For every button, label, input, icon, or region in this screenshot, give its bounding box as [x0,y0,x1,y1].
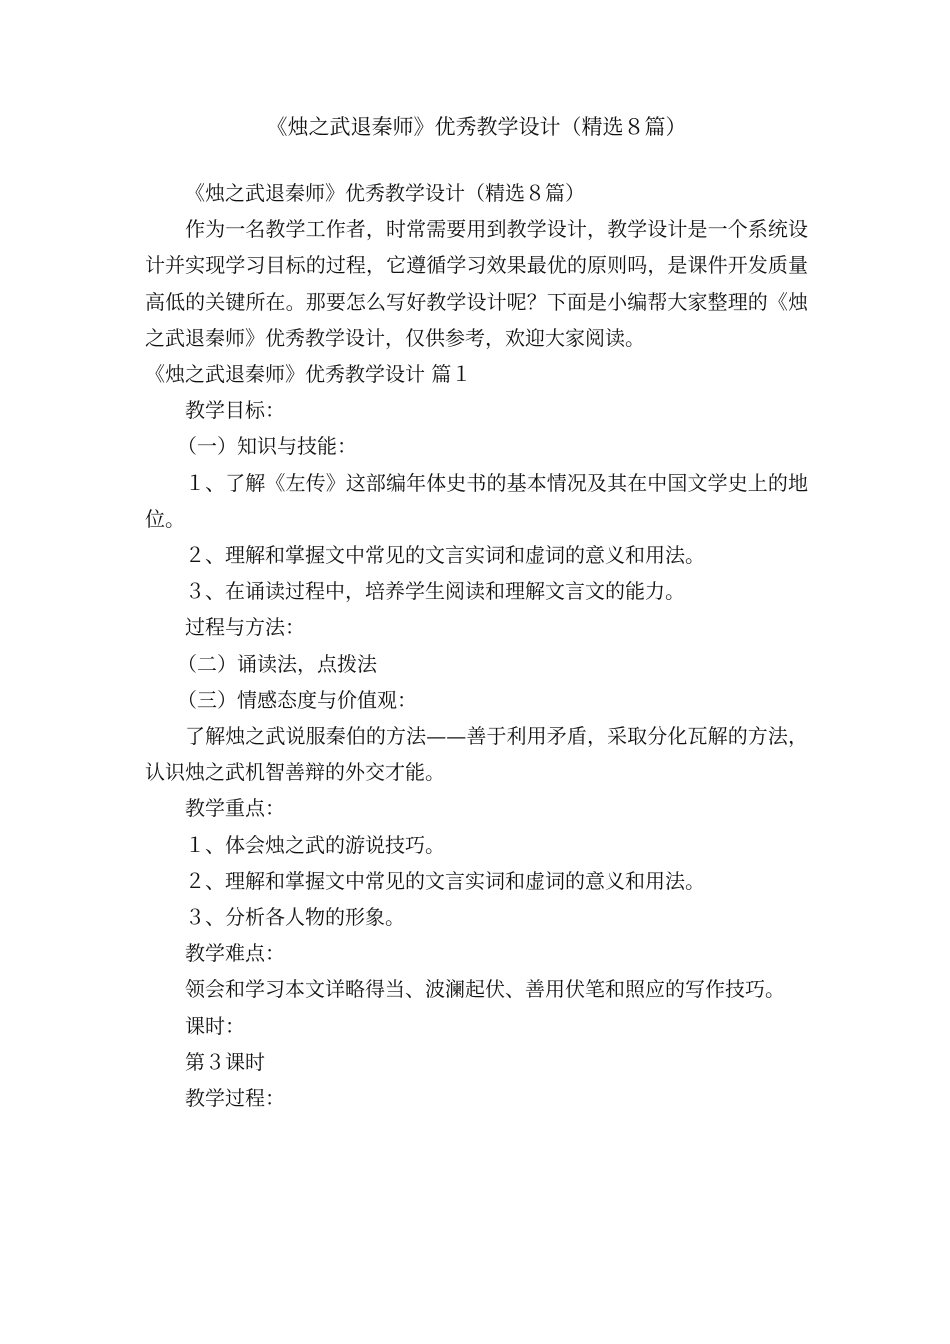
paragraph: 教学重点： [185,796,285,821]
paragraph: 教学过程： [185,1086,285,1111]
paragraph: 第３课时 [185,1049,265,1074]
document-page [145,105,808,1116]
paragraph: （三）情感态度与价值观： [177,687,417,712]
paragraph: 课时： [185,1013,245,1038]
paragraph: 作为一名教学工作者，时常需要用到教学设计，教学设计是一个系统设计并实现学习目标的过程，它遵循学习效果最优的原则吗，是课件开发质量高低的关键所在。那要怎么写好教学设计呢？下面是小编帮大家整理的《烛之武退秦师》优秀教学设计，仅供参考，欢迎大家阅读。 [145,217,808,350]
paragraph: 《烛之武退秦师》优秀教学设计 篇１ [145,362,472,387]
paragraph: （二）诵读法，点拨法 [177,651,377,676]
paragraph: 了解烛之武说服秦伯的方法——善于利用矛盾，采取分化瓦解的方法，认识烛之武机智善辩的外交才能。 [145,724,808,785]
document-title: 《烛之武退秦师》优秀教学设计（精选８篇） [266,115,687,139]
paragraph: 过程与方法： [185,615,305,640]
paragraph: １、体会烛之武的游说技巧。 [185,832,445,857]
paragraph: 领会和学习本文详略得当、波澜起伏、善用伏笔和照应的写作技巧。 [185,977,785,1002]
paragraph: （一）知识与技能： [177,434,357,459]
paragraph: ３、在诵读过程中，培养学生阅读和理解文言文的能力。 [185,579,685,604]
paragraph: 教学难点： [185,941,285,966]
document-body [145,175,808,1116]
paragraph: 《烛之武退秦师》优秀教学设计（精选８篇） [185,181,585,205]
paragraph: ２、理解和掌握文中常见的文言实词和虚词的意义和用法。 [185,543,705,568]
paragraph: ３、分析各人物的形象。 [185,905,405,930]
paragraph: １、了解《左传》这部编年体史书的基本情况及其在中国文学史上的地位。 [145,470,808,531]
paragraph: ２、理解和掌握文中常见的文言实词和虚词的意义和用法。 [185,868,705,893]
paragraph: 教学目标： [185,398,285,423]
